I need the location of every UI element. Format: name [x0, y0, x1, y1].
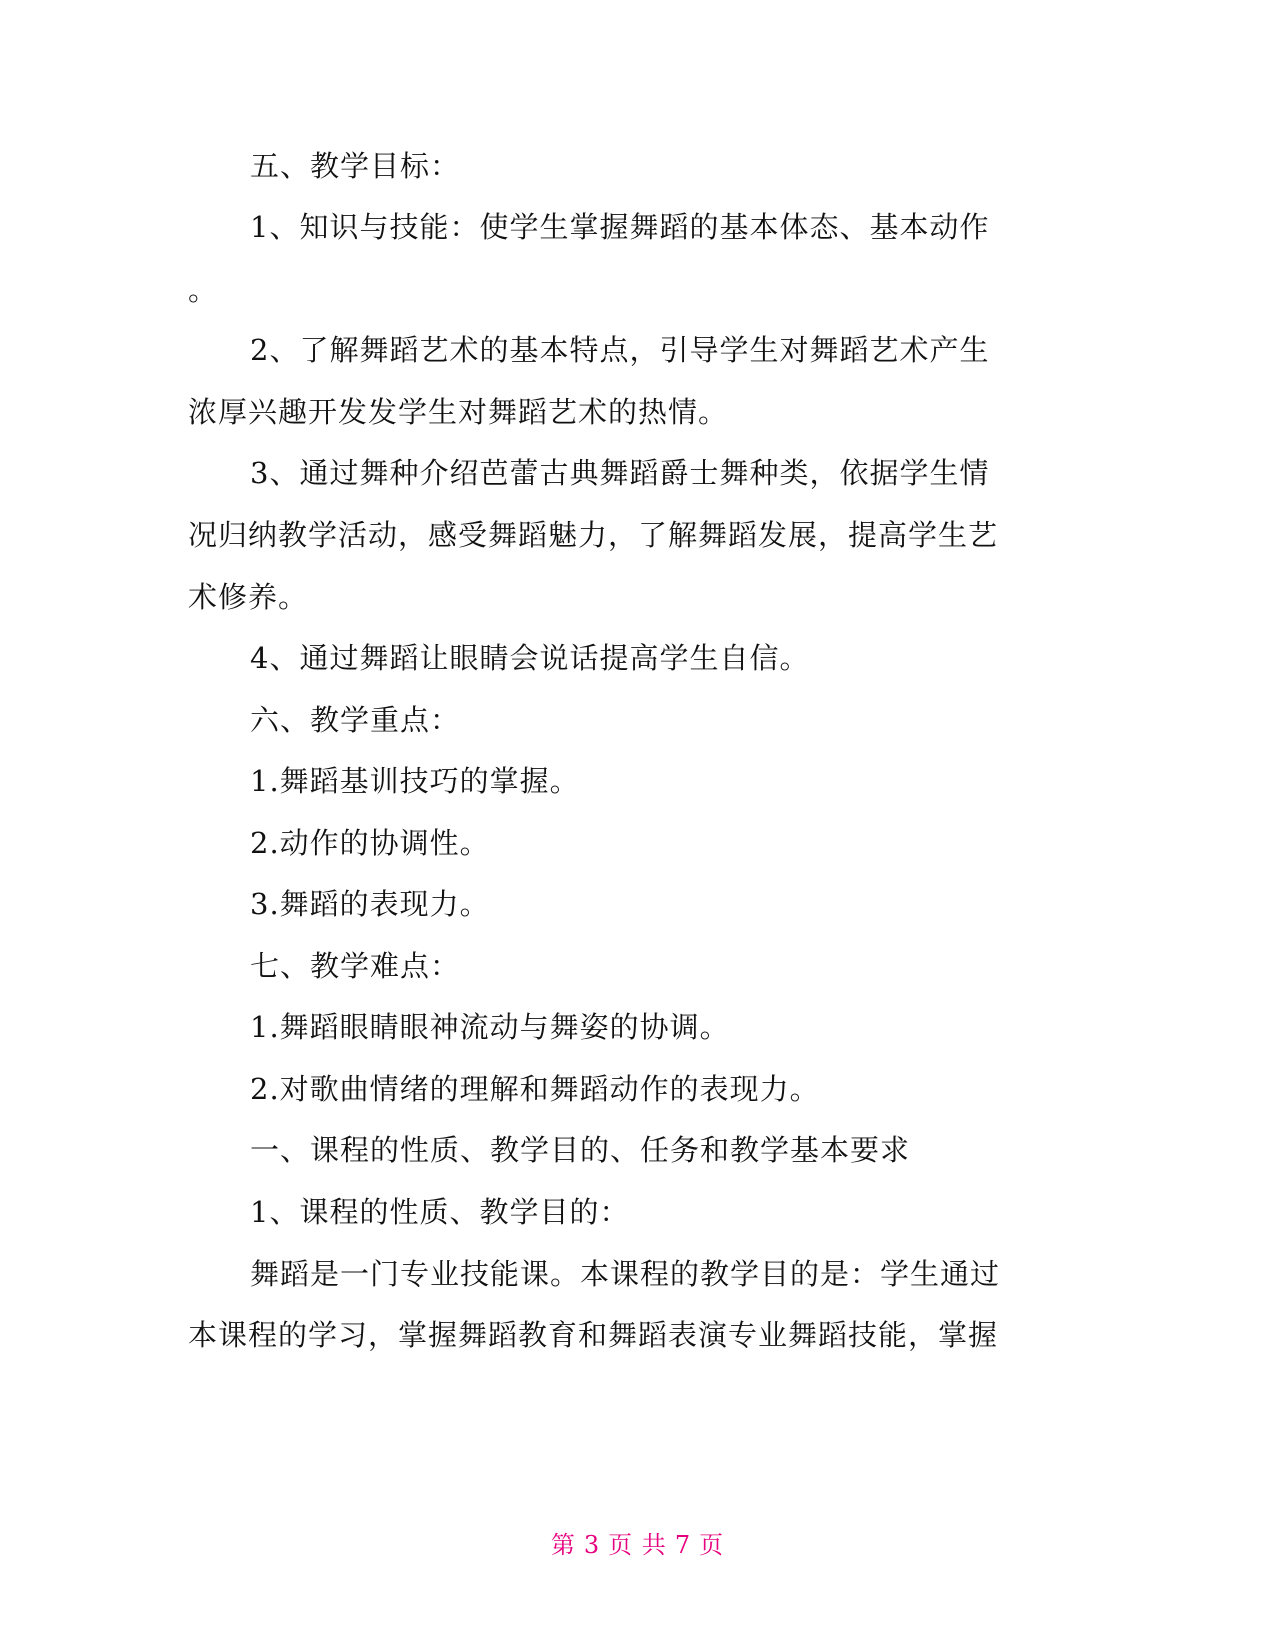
list-item: 2.对歌曲情绪的理解和舞蹈动作的表现力。 [250, 1072, 820, 1106]
paragraph-line: 3、通过舞种介绍芭蕾古典舞蹈爵士舞种类，依据学生情 [250, 456, 990, 490]
heading-teaching-difficulty: 七、教学难点： [250, 949, 461, 983]
heading-course-nature: 一、课程的性质、教学目的、任务和教学基本要求 [250, 1133, 911, 1167]
list-item: 1.舞蹈眼睛眼神流动与舞姿的协调。 [250, 1010, 730, 1044]
paragraph-line: 2、了解舞蹈艺术的基本特点，引导学生对舞蹈艺术产生 [250, 333, 990, 367]
paragraph-line: 浓厚兴趣开发发学生对舞蹈艺术的热情。 [188, 395, 729, 429]
paragraph-line: 4、通过舞蹈让眼睛会说话提高学生自信。 [250, 641, 810, 675]
footer-prefix: 第 [550, 1531, 576, 1559]
subheading-course-purpose: 1、课程的性质、教学目的： [250, 1195, 630, 1229]
paragraph-line: 术修养。 [188, 580, 309, 614]
list-item: 3.舞蹈的表现力。 [250, 887, 490, 921]
heading-teaching-goals: 五、教学目标： [250, 149, 461, 183]
paragraph-line: 本课程的学习，掌握舞蹈教育和舞蹈表演专业舞蹈技能，掌握 [188, 1318, 999, 1352]
footer-total-pages: 7 [674, 1531, 692, 1559]
page-footer [0, 1530, 1275, 1560]
footer-middle: 页 共 [608, 1531, 667, 1559]
heading-teaching-focus: 六、教学重点： [250, 703, 461, 737]
paragraph-line: 1、知识与技能：使学生掌握舞蹈的基本体态、基本动作 [250, 210, 990, 244]
footer-suffix: 页 [699, 1531, 725, 1559]
list-item: 2.动作的协调性。 [250, 826, 490, 860]
paragraph-line: 况归纳教学活动，感受舞蹈魅力，了解舞蹈发展，提高学生艺 [188, 518, 999, 552]
footer-current-page: 3 [583, 1531, 601, 1559]
paragraph-line: 舞蹈是一门专业技能课。本课程的教学目的是：学生通过 [250, 1257, 1001, 1291]
list-item: 1.舞蹈基训技巧的掌握。 [250, 764, 580, 798]
paragraph-line: 。 [188, 273, 219, 307]
